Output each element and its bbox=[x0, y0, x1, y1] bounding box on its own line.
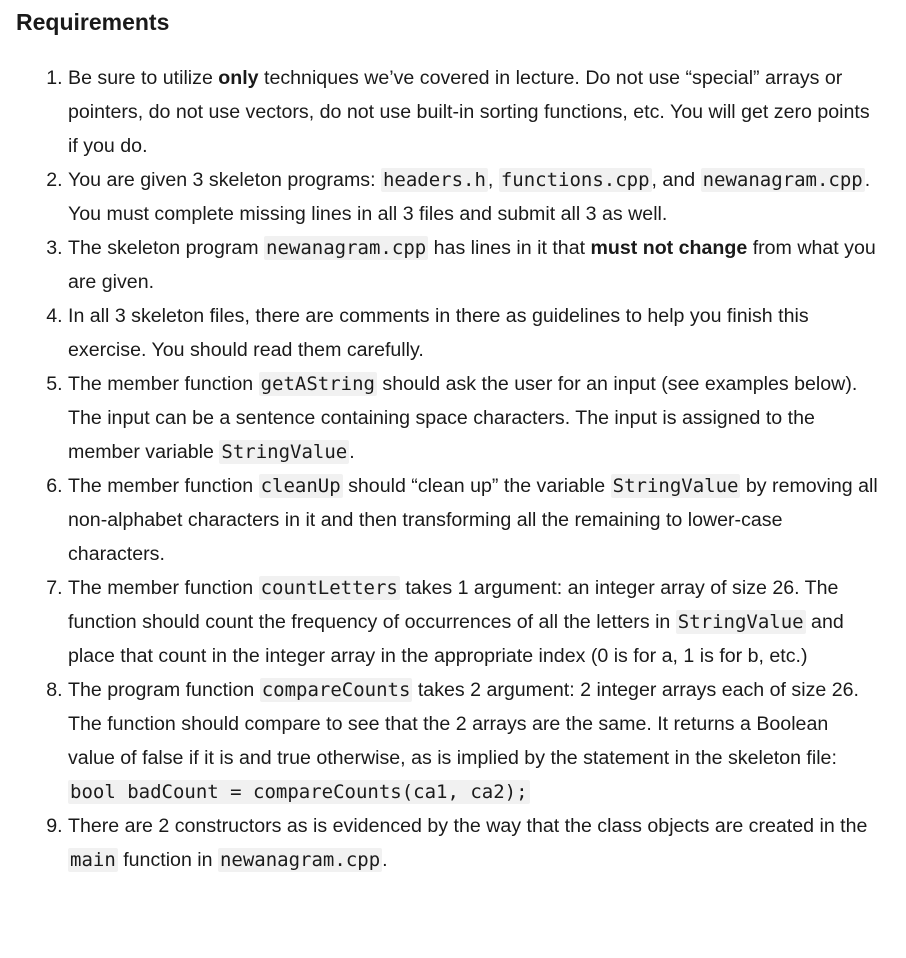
item-text: The member function bbox=[68, 373, 259, 395]
item-text: from what you are given. bbox=[68, 237, 876, 293]
item-text: should “clean up” the variable bbox=[342, 475, 611, 497]
item-emphasis: only bbox=[218, 67, 259, 89]
requirement-item-8 bbox=[68, 673, 878, 809]
inline-code: StringValue bbox=[612, 475, 739, 497]
item-text: The member function bbox=[68, 475, 259, 497]
item-text: The member function bbox=[68, 577, 259, 599]
inline-code: compareCounts bbox=[261, 679, 411, 701]
item-text: Be sure to utilize bbox=[68, 67, 219, 89]
item-text: takes 2 argument: 2 integer arrays each of size 26. The function should compare to see that the 2 arrays are the same. It returns a Boolean value of false if it is and true otherwise, as is implied by the statement in the skeleton file: bbox=[68, 679, 859, 769]
item-text: function in bbox=[117, 849, 218, 871]
inline-code: headers.h bbox=[382, 169, 486, 191]
item-text: In all 3 skeleton files, there are comments in there as guidelines to help you finish this exercise. You should read them carefully. bbox=[68, 305, 809, 361]
inline-code: countLetters bbox=[260, 577, 398, 599]
item-text: . bbox=[382, 849, 388, 871]
requirement-item-1 bbox=[68, 61, 878, 163]
item-text: has lines in it that bbox=[428, 237, 591, 259]
item-text: . bbox=[349, 441, 355, 463]
item-text: and place that count in the integer array in the appropriate index (0 is for a, 1 is for b, etc.) bbox=[68, 611, 844, 667]
inline-code: cleanUp bbox=[260, 475, 341, 497]
inline-code: getAString bbox=[260, 373, 375, 395]
inline-code: newanagram.cpp bbox=[266, 237, 427, 259]
inline-code: newanagram.cpp bbox=[702, 169, 863, 191]
item-text: techniques we’ve covered in lecture. Do not use “special” arrays or pointers, do not use vectors, do not use built-in sorting functions, etc. You will get zero points if you do. bbox=[68, 67, 870, 157]
requirements-list bbox=[0, 61, 878, 877]
requirement-item-9 bbox=[68, 809, 878, 877]
requirement-item-4 bbox=[68, 299, 878, 367]
inline-code: functions.cpp bbox=[500, 169, 650, 191]
item-text: The skeleton program bbox=[68, 237, 265, 259]
inline-code: newanagram.cpp bbox=[219, 849, 381, 871]
requirement-item-2 bbox=[68, 163, 878, 231]
page-title: Requirements bbox=[16, 9, 170, 35]
requirement-item-6 bbox=[68, 469, 878, 571]
requirement-item-3 bbox=[68, 231, 878, 299]
inline-code: main bbox=[70, 849, 116, 871]
item-text: . You must complete missing lines in all 3 files and submit all 3 as well. bbox=[68, 169, 871, 225]
inline-code: StringValue bbox=[221, 441, 348, 463]
item-text: should ask the user for an input (see examples below). The input can be a sentence containing space characters. The input is assigned to the member variable bbox=[68, 373, 858, 463]
item-text: takes 1 argument: an integer array of size 26. The function should count the frequency of occurrences of all the letters in bbox=[68, 577, 839, 633]
item-text: , bbox=[487, 169, 499, 191]
requirement-item-5 bbox=[68, 367, 878, 469]
item-text: There are 2 constructors as is evidenced by the way that the class objects are created in the bbox=[68, 815, 868, 837]
item-text: You are given 3 skeleton programs: bbox=[68, 169, 381, 191]
requirement-item-7 bbox=[68, 571, 878, 673]
item-text: The program function bbox=[68, 679, 260, 701]
item-text: by removing all non-alphabet characters in it and then transforming all the remaining to lower-case characters. bbox=[68, 475, 878, 565]
inline-code: StringValue bbox=[677, 611, 804, 633]
item-text: , and bbox=[651, 169, 701, 191]
item-emphasis: must not change bbox=[590, 237, 748, 259]
inline-code: bool badCount = compareCounts(ca1, ca2); bbox=[70, 781, 528, 803]
